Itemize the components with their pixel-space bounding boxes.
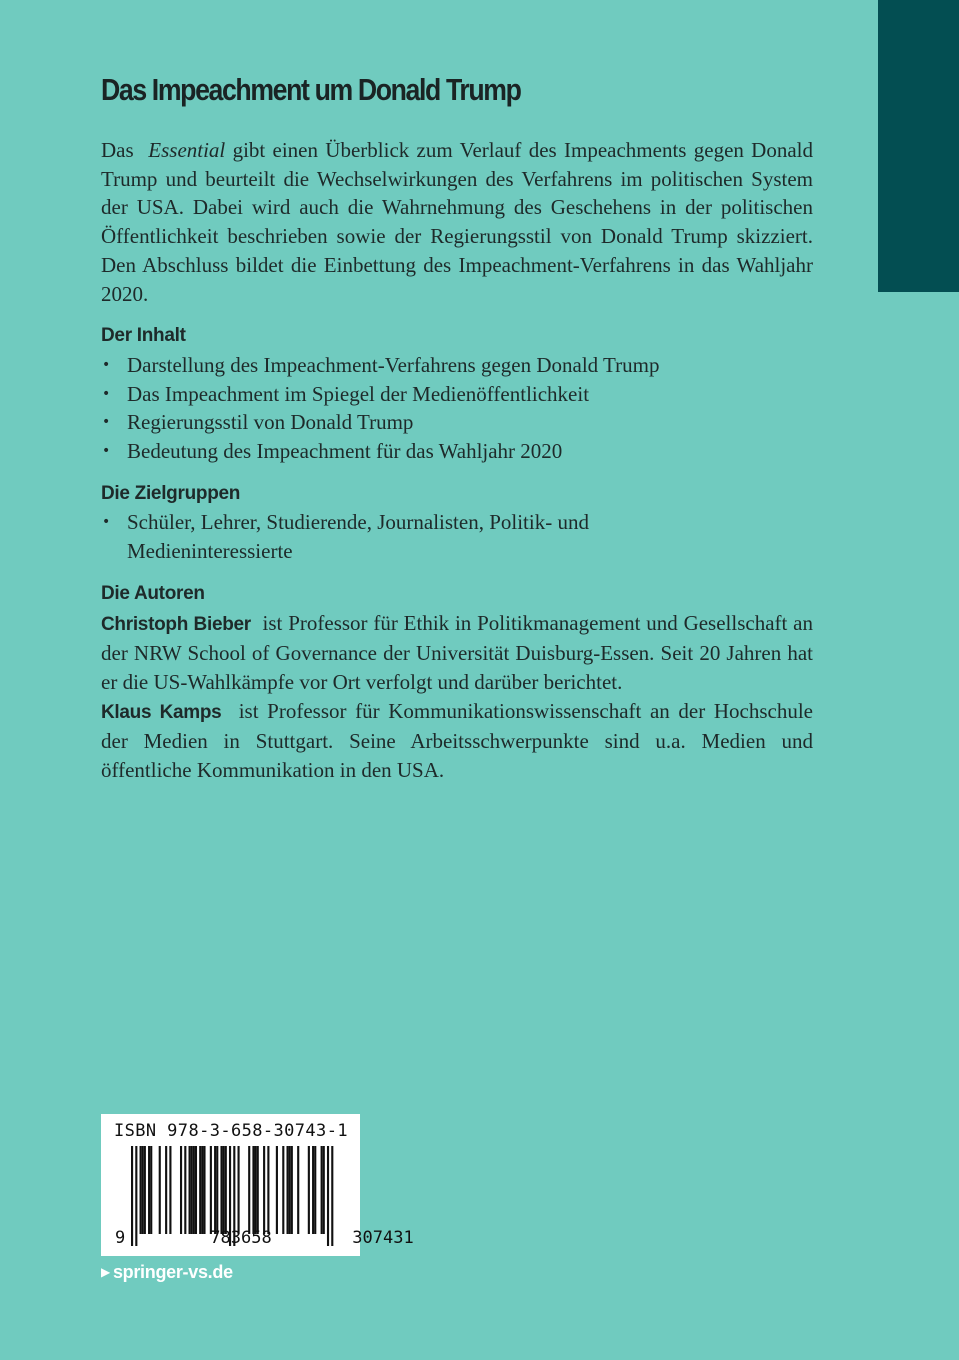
barcode-bar: [238, 1146, 240, 1234]
barcode-bar: [255, 1146, 257, 1234]
barcode-bar: [150, 1146, 152, 1234]
barcode-bar: [257, 1146, 259, 1234]
intro-paragraph: [101, 136, 813, 308]
barcode-bar: [289, 1146, 291, 1234]
isbn-barcode: [101, 1114, 414, 1256]
audience-list: [101, 508, 813, 565]
barcode-bar: [323, 1146, 325, 1234]
authors-heading: Die Autoren: [101, 582, 205, 604]
back-cover-text: [101, 136, 813, 785]
barcode-bar: [312, 1146, 314, 1234]
barcode-bar: [331, 1146, 333, 1246]
author-description: ist Professor für Ethik in Politikmanagement und Gesellschaft an der NRW School of Governance der Universität Duisburg-Essen. Seit 20 Jahren hat er die US-Wahlkämpfe vor Ort verfolgt und darüber berichtet.: [101, 610, 814, 694]
barcode-bar: [282, 1146, 284, 1234]
publisher-link[interactable]: [101, 1262, 233, 1283]
author-name: Klaus Kamps: [101, 701, 222, 723]
barcode-bar: [203, 1146, 205, 1234]
barcode-bar: [276, 1146, 278, 1234]
barcode-bar: [142, 1146, 144, 1234]
barcode-bar: [201, 1146, 203, 1234]
intro-emphasis: Essential: [148, 138, 226, 162]
author-bio: [101, 697, 813, 785]
intro-rest: gibt einen Überblick zum Verlauf des Impeachments gegen Donald Trump und beurteilt die Wechselwirkungen des Verfahrens im politischen System der USA. Dabei wird auch die Wahrnehmung des Geschehens in der politischen Öffentlichkeit beschrieben sowie der Regierungsstil von Donald Trump skizziert. Den Abschluss bildet die Einbettung des Impeachment-Verfahrens in das Wahljahr 2020.: [101, 138, 814, 306]
barcode-bar: [314, 1146, 316, 1234]
contents-list: [101, 351, 813, 466]
barcode-bar: [140, 1146, 142, 1234]
contents-section: [101, 322, 813, 466]
barcode-bar: [297, 1146, 299, 1234]
barcode-bar: [220, 1146, 222, 1234]
barcode-bar: [225, 1146, 227, 1234]
publisher-name: springer-vs.de: [112, 1262, 233, 1282]
barcode-bar: [165, 1146, 167, 1234]
authors-section: [101, 580, 813, 785]
audience-heading: Die Zielgruppen: [101, 482, 241, 504]
intro-lead: Das: [101, 138, 134, 162]
isbn-label: ISBN 978-3-658-30743-1: [114, 1121, 348, 1141]
barcode-bar: [195, 1146, 197, 1234]
barcode-digits-right: 307431: [352, 1228, 414, 1248]
author-description: ist Professor für Kommunikationswissenschaft an der Hochschule der Medien in Stuttgart. Seine Arbeitsschwerpunkte sind u.a. Medien und öffentliche Kommunikation in den USA.: [101, 698, 814, 783]
play-arrow-icon: ▶: [101, 1265, 110, 1279]
barcode-bar: [189, 1146, 191, 1234]
barcode-bar: [191, 1146, 193, 1234]
list-item: • Schüler, Lehrer, Studierende, Journalisten, Politik- und Medieninteressierte: [101, 508, 813, 565]
list-item: • Regierungsstil von Donald Trump: [101, 408, 813, 437]
barcode-bar: [131, 1146, 133, 1246]
author-bio: [101, 609, 813, 697]
barcode-digit-first: 9: [115, 1228, 126, 1248]
barcode-bar: [321, 1146, 323, 1234]
barcode-bar: [193, 1146, 195, 1234]
barcode-bar: [159, 1146, 161, 1234]
barcode-bar: [214, 1146, 216, 1234]
list-item: • Bedeutung des Impeachment für das Wahljahr 2020: [101, 437, 813, 466]
book-title: Das Impeachment um Donald Trump: [101, 72, 521, 107]
barcode-bar: [286, 1146, 288, 1234]
list-item: • Das Impeachment im Spiegel der Medienöffentlichkeit: [101, 380, 813, 409]
barcode-bar: [216, 1146, 218, 1234]
accent-bar: [878, 0, 959, 292]
barcode-bar: [144, 1146, 146, 1234]
audience-section: [101, 480, 813, 566]
barcode-digits-left: 783658: [210, 1228, 272, 1248]
contents-heading: Der Inhalt: [101, 325, 186, 347]
barcode-bar: [180, 1146, 182, 1234]
barcode-bar: [169, 1146, 171, 1234]
barcode-bar: [148, 1146, 150, 1234]
barcode-bar: [248, 1146, 250, 1234]
barcode-bar: [135, 1146, 137, 1246]
barcode-bar: [252, 1146, 254, 1234]
list-item: • Darstellung des Impeachment-Verfahrens gegen Donald Trump: [101, 351, 813, 380]
barcode-bar: [223, 1146, 225, 1234]
barcode-bar: [308, 1146, 310, 1234]
barcode-bar: [263, 1146, 265, 1234]
barcode-bar: [184, 1146, 186, 1234]
barcode-bar: [291, 1146, 293, 1234]
barcode-bar: [210, 1146, 212, 1234]
barcode-bar: [267, 1146, 269, 1234]
barcode-bar: [327, 1146, 329, 1246]
barcode-bar: [199, 1146, 201, 1234]
author-name: Christoph Bieber: [101, 613, 251, 635]
